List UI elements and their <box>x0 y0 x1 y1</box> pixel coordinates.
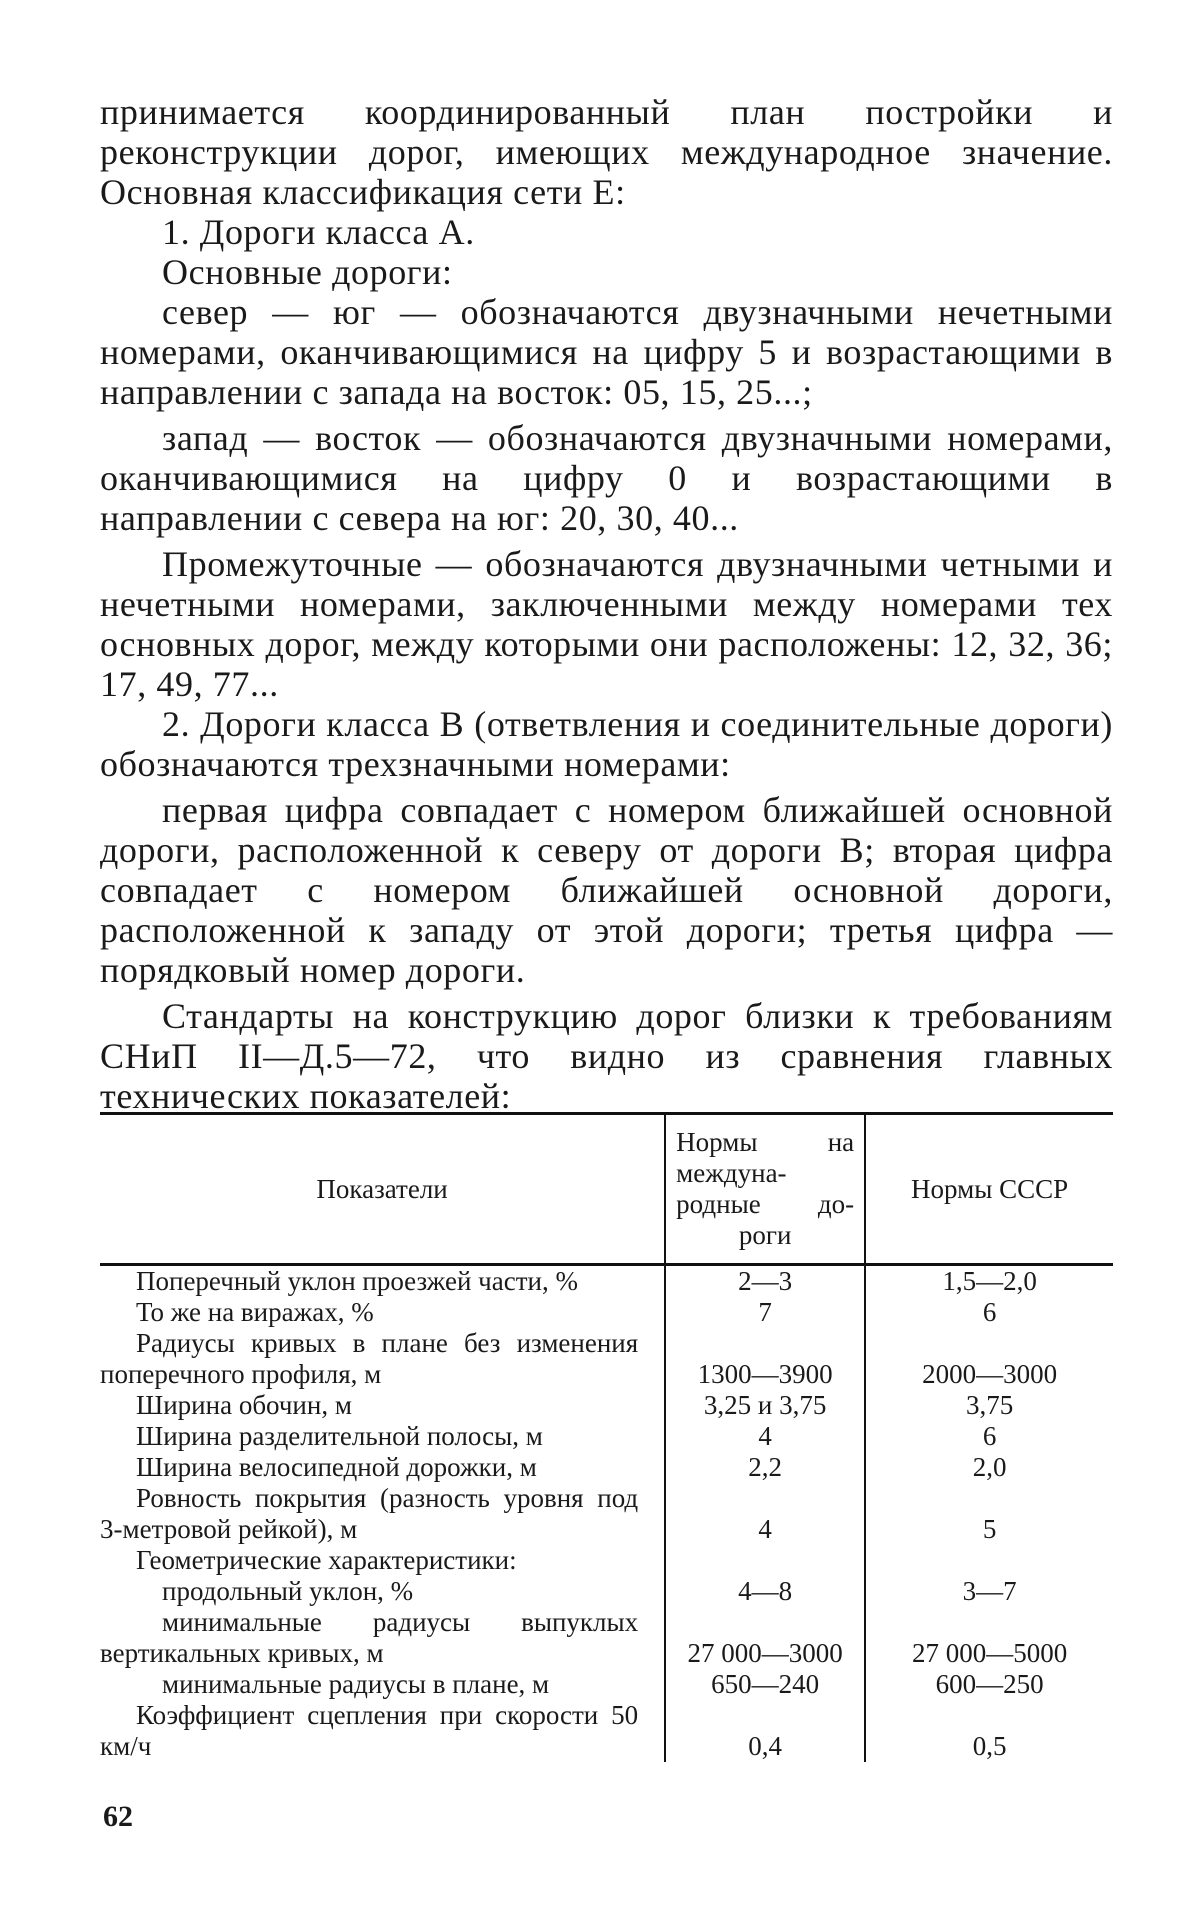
row-ussr: 600—250 <box>935 1669 1044 1699</box>
row-intl: 0,4 <box>665 1700 865 1762</box>
table-row <box>100 1421 1113 1452</box>
row-ussr: 2000—3000 <box>922 1359 1058 1389</box>
row-ussr: 6 <box>982 1297 997 1327</box>
row-label: продольный уклон, % <box>162 1576 414 1606</box>
row-intl: 4 <box>665 1483 865 1545</box>
row-ussr: 0,5 <box>972 1731 1007 1761</box>
row-intl <box>665 1545 865 1576</box>
row-intl: 650—240 <box>665 1669 865 1700</box>
row-label: То же на виражах, % <box>136 1297 374 1327</box>
table-row <box>100 1452 1113 1483</box>
paragraph: север — юг — обозначаются двузначными нечетными номерами, оканчивающимися на цифру 5 и возрастающими в направлении с запада на восток: 05, 15, 25...; <box>100 292 1113 412</box>
row-ussr: 6 <box>982 1421 997 1451</box>
table-row <box>100 1390 1113 1421</box>
paragraph: 2. Дороги класса В (ответвления и соединительные дороги) обозначаются трехзначными номерами: <box>100 704 1113 784</box>
row-intl: 4—8 <box>665 1576 865 1607</box>
row-intl: 1300—3900 <box>665 1328 865 1390</box>
table-row <box>100 1669 1113 1700</box>
paragraph: 1. Дороги класса А. <box>162 212 475 252</box>
row-label: Коэффициент сцепления при скорости 50 км/ч <box>100 1700 639 1761</box>
row-ussr: 1,5—2,0 <box>942 1266 1037 1296</box>
table-row <box>100 1297 1113 1328</box>
row-ussr <box>865 1545 1113 1576</box>
header-ussr-norms: Нормы СССР <box>911 1173 1069 1204</box>
table-row <box>100 1545 1113 1576</box>
row-intl: 2,2 <box>665 1452 865 1483</box>
row-intl: 3,25 и 3,75 <box>665 1390 865 1421</box>
header-international-norms: Нормы на междуна-родные до-роги <box>665 1114 865 1265</box>
paragraph: Стандарты на конструкцию дорог близки к требованиям СНиП II—Д.5—72, что видно из сравнения главных технических показателей: <box>100 996 1113 1116</box>
table-row <box>100 1483 1113 1545</box>
paragraph: принимается координированный план постройки и реконструкции дорог, имеющих международное значение. Основная классификация сети Е: <box>100 92 1113 212</box>
row-ussr: 3,75 <box>965 1390 1014 1420</box>
table-row <box>100 1265 1113 1298</box>
row-label: Поперечный уклон проезжей части, % <box>136 1266 578 1296</box>
row-intl: 27 000—3000 <box>665 1607 865 1669</box>
norms-table <box>100 1112 1113 1762</box>
row-label: Ширина обочин, м <box>136 1390 352 1420</box>
row-ussr: 27 000—5000 <box>911 1638 1068 1668</box>
paragraph: запад — восток — обозначаются двузначными номерами, оканчивающимися на цифру 0 и возрастающими в направлении с севера на юг: 20, 30, 40... <box>100 418 1113 538</box>
paragraph: первая цифра совпадает с номером ближайшей основной дороги, расположенной к северу от дороги В; вторая цифра совпадает с номером ближайшей основной дороги, расположенной к западу от этой дороги; третья цифра — порядковый номер дороги. <box>100 790 1113 990</box>
paragraph: Промежуточные — обозначаются двузначными четными и нечетными номерами, заключенными между номерами тех основных дорог, между которыми они расположены: 12, 32, 36; 17, 49, 77... <box>100 544 1113 704</box>
row-ussr: 3—7 <box>962 1576 1017 1606</box>
page-number: 62 <box>103 1800 133 1833</box>
row-label: Ширина велосипедной дорожки, м <box>136 1452 537 1482</box>
row-intl: 2—3 <box>665 1265 865 1298</box>
row-intl: 7 <box>665 1297 865 1328</box>
body-text <box>100 92 1113 1116</box>
row-label: Ровность покрытия (разность уровня под 3-метровой рейкой), м <box>100 1483 639 1544</box>
row-label: минимальные радиусы в плане, м <box>162 1669 550 1699</box>
row-label: Радиусы кривых в плане без изменения поперечного профиля, м <box>100 1328 639 1389</box>
table-row <box>100 1700 1113 1762</box>
table-header-row <box>100 1114 1113 1265</box>
row-label: Ширина разделительной полосы, м <box>136 1421 543 1451</box>
row-label: Геометрические характеристики: <box>136 1545 517 1575</box>
row-ussr: 5 <box>982 1514 997 1544</box>
row-ussr: 2,0 <box>972 1452 1007 1482</box>
table-row <box>100 1607 1113 1669</box>
row-label: минимальные радиусы выпуклых вертикальных кривых, м <box>100 1607 639 1668</box>
paragraph: Основные дороги: <box>162 252 453 292</box>
table-row <box>100 1328 1113 1390</box>
header-indicators: Показатели <box>316 1173 448 1204</box>
table-row <box>100 1576 1113 1607</box>
row-intl: 4 <box>665 1421 865 1452</box>
